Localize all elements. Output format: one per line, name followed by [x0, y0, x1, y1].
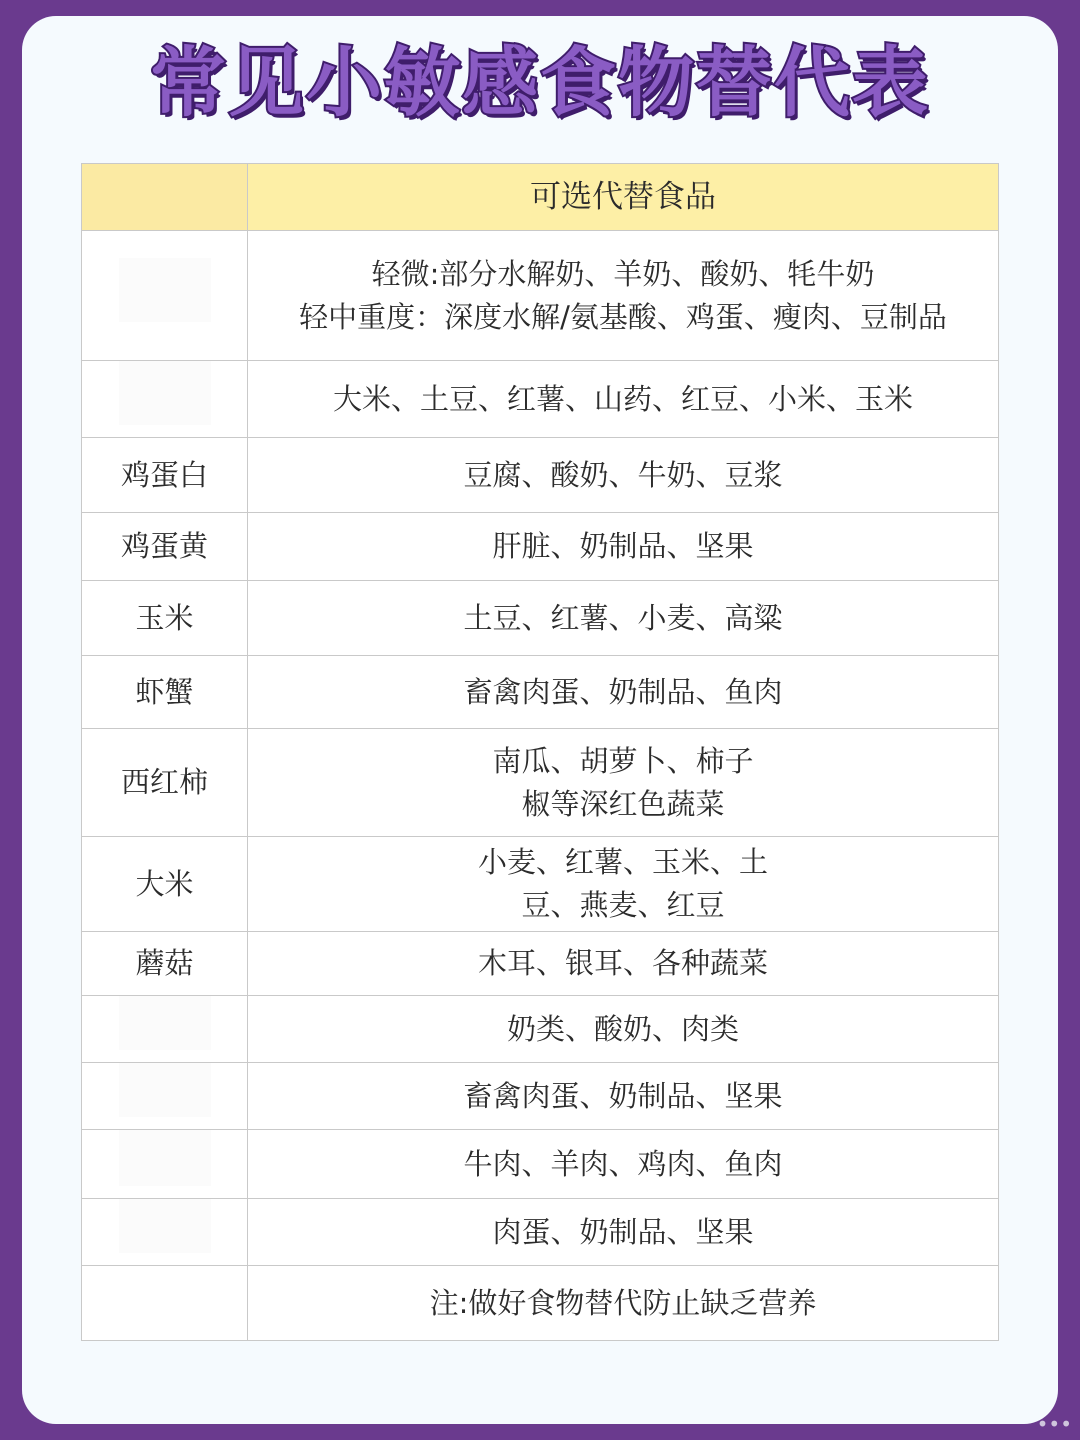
substitutes-cell: [248, 231, 999, 361]
header-substitutes: 可选代替食品: [248, 164, 999, 231]
food-cell-blurred: [82, 1063, 248, 1130]
table-row: [82, 1130, 999, 1199]
table-row: [82, 231, 999, 361]
table-row: [82, 996, 999, 1063]
page-title: 常见小敏感食物替代表: [150, 38, 930, 127]
food-cell: 虾蟹: [82, 656, 248, 729]
table-row: [82, 837, 999, 932]
table-row: [82, 513, 999, 581]
food-cell: 蘑菇: [82, 932, 248, 996]
substitutes-cell: 肝脏、奶制品、坚果: [248, 513, 999, 581]
substitutes-line: 轻中重度：深度水解/氨基酸、鸡蛋、瘦肉、豆制品: [299, 299, 947, 334]
substitutes-cell: 奶类、酸奶、肉类: [248, 996, 999, 1063]
food-cell-blurred: [82, 231, 248, 361]
substitutes-line: 椒等深红色蔬菜: [521, 786, 725, 821]
dots-icon: •••: [1036, 1412, 1072, 1436]
food-cell-blurred: [82, 361, 248, 438]
food-cell: 西红柿: [82, 729, 248, 837]
substitutes-cell: 木耳、银耳、各种蔬菜: [248, 932, 999, 996]
substitutes-cell: 大米、土豆、红薯、山药、红豆、小米、玉米: [248, 361, 999, 438]
note-empty-cell: [82, 1266, 248, 1341]
table-header-row: [82, 164, 999, 231]
table-row: [82, 581, 999, 656]
substitutes-line: 轻微:部分水解奶、羊奶、酸奶、牦牛奶: [371, 256, 875, 291]
header-blurred-cell: [82, 164, 248, 231]
table-row: [82, 438, 999, 513]
food-cell: 鸡蛋白: [82, 438, 248, 513]
food-cell: 鸡蛋黄: [82, 513, 248, 581]
substitutes-cell: 土豆、红薯、小麦、高粱: [248, 581, 999, 656]
note-text: 注:做好食物替代防止缺乏营养: [248, 1266, 999, 1341]
substitution-table: [81, 163, 999, 1341]
table-row: [82, 656, 999, 729]
table-row: [82, 932, 999, 996]
table-row: [82, 361, 999, 438]
food-cell-blurred: [82, 1130, 248, 1199]
substitutes-cell: 肉蛋、奶制品、坚果: [248, 1199, 999, 1266]
substitutes-line: 小麦、红薯、玉米、土: [477, 845, 768, 879]
food-cell-blurred: [82, 996, 248, 1063]
food-cell-blurred: [82, 1199, 248, 1266]
food-cell: 玉米: [82, 581, 248, 656]
substitutes-cell: 畜禽肉蛋、奶制品、鱼肉: [248, 656, 999, 729]
substitutes-cell: 豆腐、酸奶、牛奶、豆浆: [248, 438, 999, 513]
substitutes-cell: 畜禽肉蛋、奶制品、坚果: [248, 1063, 999, 1130]
note-row: [82, 1266, 999, 1341]
substitutes-cell: [248, 837, 999, 932]
substitutes-line: 南瓜、胡萝卜、柿子: [492, 743, 754, 778]
food-cell: 大米: [82, 837, 248, 932]
substitutes-cell: [248, 729, 999, 837]
substitutes-line: 豆、燕麦、红豆: [521, 888, 725, 922]
table-row: [82, 1199, 999, 1266]
substitutes-cell: 牛肉、羊肉、鸡肉、鱼肉: [248, 1130, 999, 1199]
table-row: [82, 729, 999, 837]
table-row: [82, 1063, 999, 1130]
